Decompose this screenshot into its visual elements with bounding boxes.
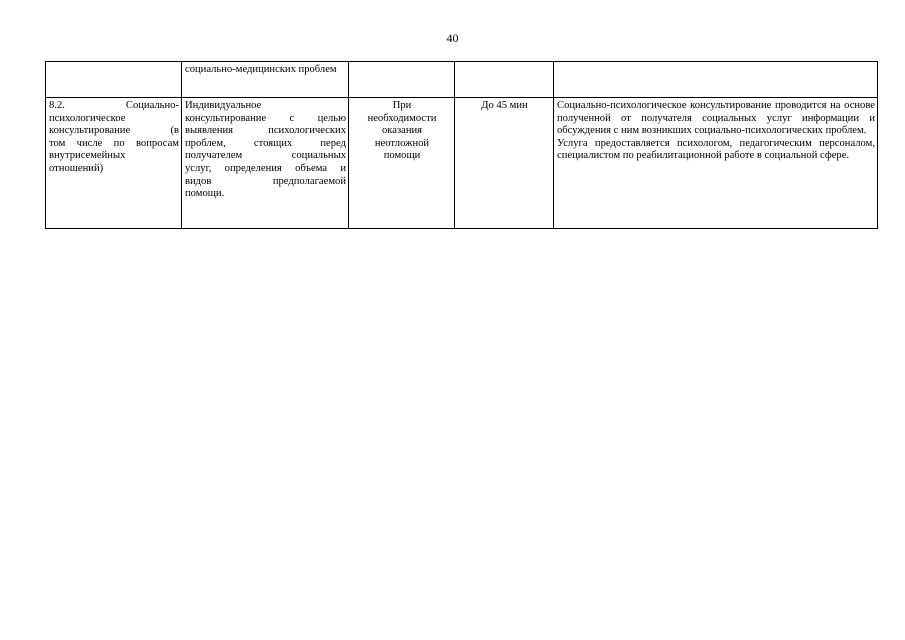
cell-line: При: [392, 100, 412, 111]
cell-line: внутрисемейных: [49, 150, 126, 162]
table-cell-description: социально-медицинских проблем: [182, 62, 349, 98]
table-cell-service-name: [46, 98, 182, 229]
cell-line: психологическое: [49, 112, 126, 124]
table-cell-frequency: [349, 98, 455, 229]
conditions-paragraph: Услуга предоставляется психологом, педагогическим персоналом, специалистом по реабилитационной работе в социальной сфере.: [557, 137, 875, 162]
cell-line: отношений): [49, 162, 104, 174]
conditions-paragraph: Социально-психологическое консультирование проводится на основе полученной от получателя социальных услуг информации и обсуждения с ним возникших социально-психологических проблем.: [557, 100, 875, 137]
cell-line: оказания: [381, 125, 423, 137]
cell-line: необходимости: [367, 112, 437, 124]
cell-line: получателем социальных: [185, 150, 346, 162]
cell-line: том числе по вопросам: [49, 137, 179, 149]
table-cell-conditions: [554, 98, 878, 229]
table-cell-duration: До 45 мин: [455, 98, 554, 229]
cell-line: консультирование с целью: [185, 112, 346, 124]
table-row: [46, 98, 878, 229]
table-cell-duration: [455, 62, 554, 98]
table-cell-description: [182, 98, 349, 229]
cell-line: услуг, определения объема и: [185, 162, 346, 174]
cell-line: Индивидуальное: [185, 100, 262, 111]
cell-line: видов предполагаемой: [185, 175, 346, 187]
cell-line: 8.2. Социально-: [49, 100, 179, 111]
table-cell-conditions: [554, 62, 878, 98]
cell-line: неотложной: [374, 137, 430, 149]
cell-line: помощи.: [185, 188, 225, 200]
services-table: [45, 61, 878, 229]
cell-line: помощи: [383, 150, 421, 162]
cell-line: консультирование (в: [49, 125, 179, 137]
table-cell-service-name: [46, 62, 182, 98]
table-cell-frequency: [349, 62, 455, 98]
table-row: [46, 62, 878, 98]
cell-line: выявления психологических: [185, 125, 346, 137]
cell-line: проблем, стоящих перед: [185, 137, 346, 149]
page-number: 40: [446, 31, 459, 45]
